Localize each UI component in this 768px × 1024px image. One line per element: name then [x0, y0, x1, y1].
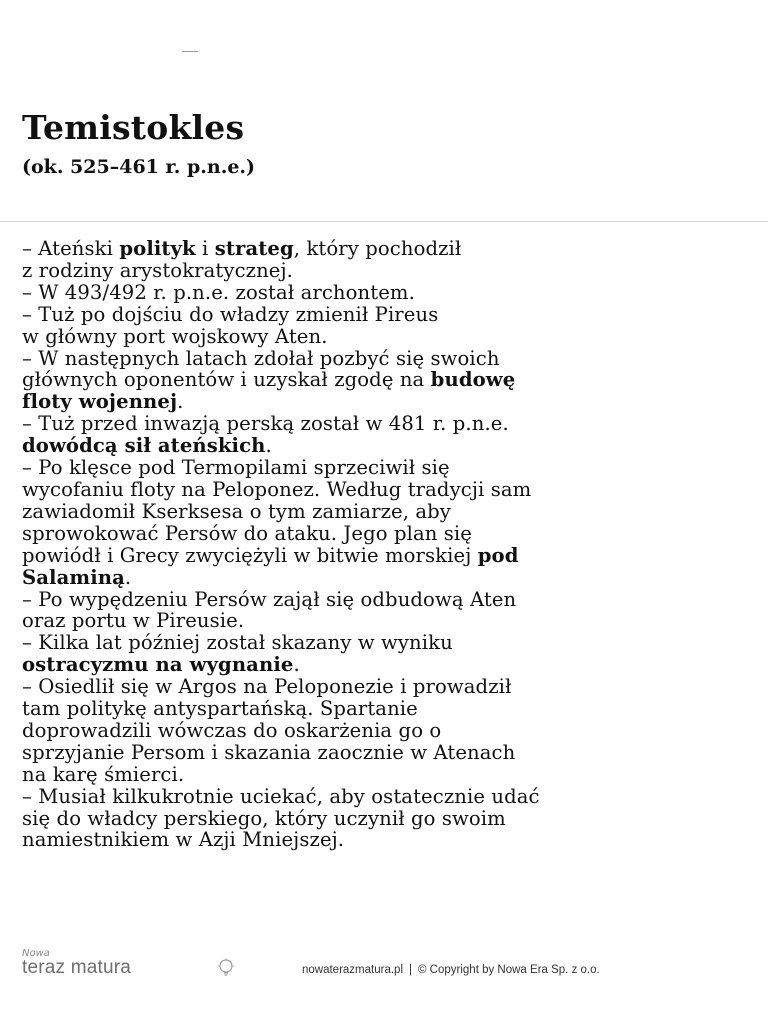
text-line: [22, 391, 762, 413]
text-segment: .: [177, 390, 184, 414]
biography-text: [22, 238, 762, 851]
text-segment: – Tuż przed inwazją perską został w 481 r. p.n.e.: [22, 412, 509, 436]
text-line: [22, 742, 762, 764]
text-segment: w główny port wojskowy Aten.: [22, 324, 328, 348]
text-segment: na karę śmierci.: [22, 762, 185, 786]
text-segment: – Kilka lat później został skazany w wyniku: [22, 631, 453, 655]
text-segment: .: [293, 653, 300, 677]
text-line: [22, 567, 762, 589]
logo-main-text: teraz matura: [22, 957, 132, 978]
text-line: [22, 632, 762, 654]
text-line: [22, 610, 762, 632]
bold-term: Salaminą: [22, 565, 125, 589]
bold-term: polityk: [119, 237, 196, 260]
text-line: [22, 326, 762, 348]
text-segment: namiestnikiem w Azji Mniejszej.: [22, 828, 345, 852]
text-line: [22, 304, 762, 326]
bold-term: dowódcą sił ateńskich: [22, 434, 266, 458]
text-line: [22, 413, 762, 435]
text-segment: – Po klęsce pod Termopilami sprzeciwił się: [22, 456, 450, 480]
bold-term: strateg: [214, 237, 294, 260]
text-line: [22, 501, 762, 523]
text-line: [22, 654, 762, 676]
header-divider: [0, 221, 768, 222]
text-segment: , który pochodził: [293, 237, 462, 260]
text-segment: tam politykę antyspartańską. Spartanie: [22, 697, 418, 721]
copyright-notice: © Copyright by Nowa Era Sp. z o.o.: [418, 964, 600, 976]
text-segment: .: [124, 565, 132, 589]
lightbulb-icon: [204, 958, 236, 978]
text-line: [22, 720, 762, 742]
text-line: [22, 589, 762, 611]
text-segment: oraz portu w Pireusie.: [22, 609, 245, 633]
text-line: [22, 764, 762, 786]
text-line: [22, 479, 762, 501]
text-line: [22, 545, 762, 567]
text-line: [22, 829, 762, 851]
text-line: [22, 435, 762, 457]
text-segment: – Po wypędzeniu Persów zajął się odbudową Aten: [22, 587, 517, 611]
life-dates: (ok. 525–461 r. p.n.e.): [22, 156, 256, 178]
text-segment: doprowadzili wówczas do oskarżenia go o: [22, 718, 442, 742]
publisher-logo: [22, 948, 242, 984]
text-line: [22, 676, 762, 698]
text-segment: – Musiał kilkukrotnie uciekać, aby ostatecznie udać: [22, 784, 540, 808]
text-segment: – W następnych latach zdołał pozbyć się swoich: [22, 346, 500, 370]
text-segment: sprzyjanie Persom i skazania zaocznie w Atenach: [22, 740, 516, 764]
bold-term: budowę: [430, 368, 516, 392]
website-link[interactable]: nowaterazmatura.pl: [302, 964, 403, 976]
text-line: [22, 523, 762, 545]
text-line: [22, 808, 762, 830]
bold-term: pod: [477, 543, 519, 567]
text-line: [22, 698, 762, 720]
text-segment: – Tuż po dojściu do władzy zmienił Pireus: [22, 302, 439, 326]
page-footer: [0, 948, 768, 988]
footer-credits: [302, 964, 600, 976]
text-segment: sprowokować Persów do ataku. Jego plan się: [22, 521, 472, 545]
text-line: [22, 786, 762, 808]
text-segment: i: [195, 237, 215, 260]
text-line: [22, 369, 762, 391]
bold-term: floty wojennej: [22, 390, 178, 414]
text-line: [22, 260, 762, 282]
text-segment: wycofaniu floty na Peloponez. Według tradycji sam: [22, 477, 532, 501]
footer-separator: |: [409, 964, 412, 976]
top-dash-mark: [182, 51, 198, 52]
text-segment: – W 493/492 r. p.n.e. został archontem.: [22, 280, 415, 304]
text-segment: się do władcy perskiego, który uczynił go swoim: [22, 806, 506, 830]
text-segment: – Osiedlił się w Argos na Peloponezie i prowadził: [22, 675, 512, 699]
bold-term: ostracyzmu na wygnanie: [22, 653, 294, 677]
page-title: Temistokles: [22, 108, 245, 147]
text-segment: .: [265, 434, 272, 458]
text-segment: powiódł i Grecy zwyciężyli w bitwie morskiej: [22, 543, 478, 567]
text-segment: głównych oponentów i uzyskał zgodę na: [22, 368, 431, 392]
text-line: [22, 282, 762, 304]
text-line: [22, 348, 762, 370]
text-segment: zawiadomił Kserksesa o tym zamiarze, aby: [22, 499, 451, 523]
text-line: [22, 238, 762, 260]
logo-small-text: Nowa: [22, 948, 50, 959]
text-line: [22, 457, 762, 479]
text-segment: – Ateński: [22, 237, 120, 260]
text-segment: z rodziny arystokratycznej.: [22, 258, 293, 282]
